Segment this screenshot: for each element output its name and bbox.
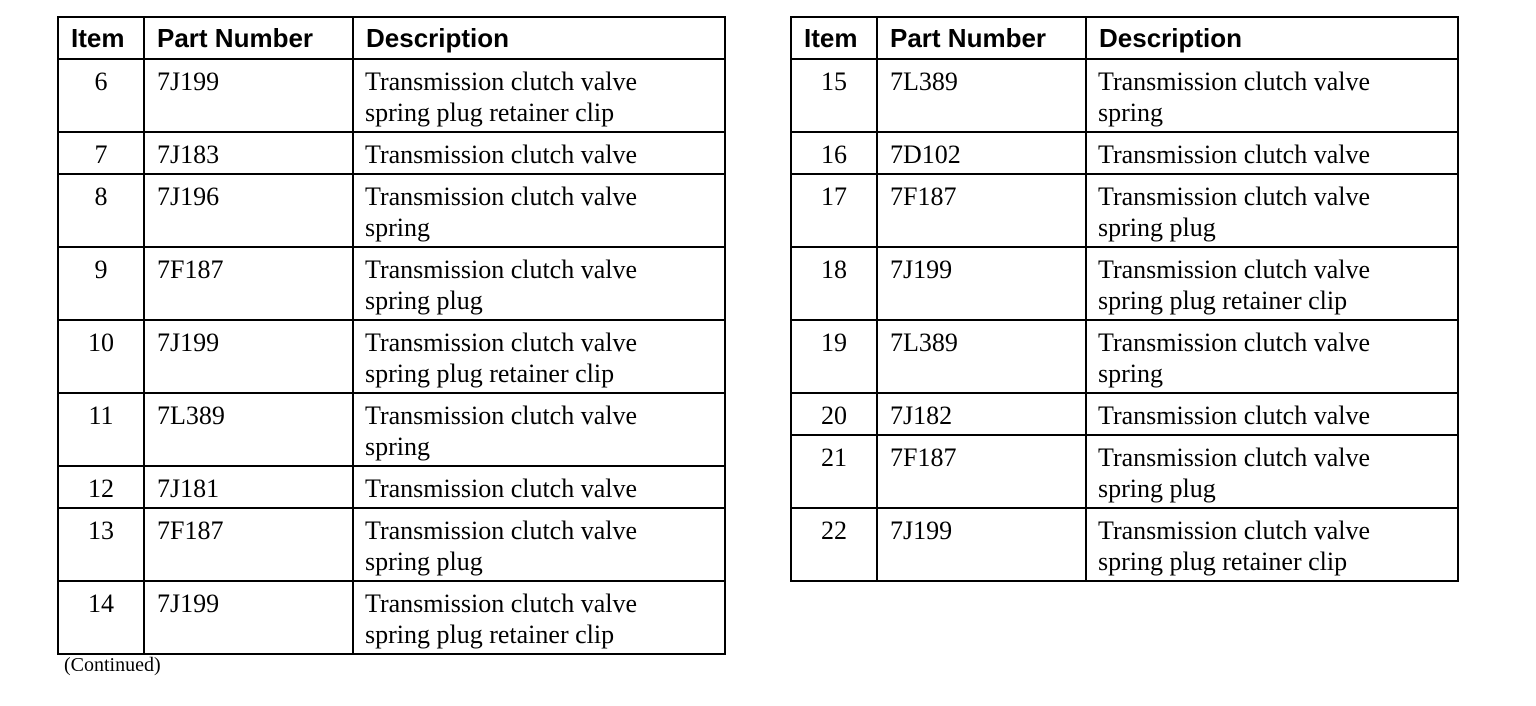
parts-table-right [790,16,1459,582]
part-number-cell: 7J199 [144,581,353,654]
header-part-number: Part Number [144,17,353,59]
description-cell [353,247,725,320]
description-line: Transmission clutch valve [365,182,638,211]
description-cell [1086,435,1458,508]
description-line: Transmission clutch valve [1098,67,1371,96]
item-cell: 20 [791,393,877,435]
part-number-cell: 7J199 [144,59,353,132]
table-row [791,59,1458,132]
table-row [791,320,1458,393]
table-body-right [791,59,1458,581]
table-row [791,132,1458,174]
description-line: Transmission clutch valve [365,474,638,503]
description-line: Transmission clutch valve [365,140,638,169]
parts-table-left [57,16,726,655]
part-number-cell: 7F187 [877,174,1086,247]
table-row [58,466,725,508]
item-cell: 19 [791,320,877,393]
part-number-cell: 7L389 [144,393,353,466]
part-number-cell: 7L389 [877,320,1086,393]
description-cell [353,59,725,132]
part-number-cell: 7J182 [877,393,1086,435]
description-cell [1086,174,1458,247]
description-cell [353,393,725,466]
item-cell: 17 [791,174,877,247]
description-line: spring plug [1098,474,1216,503]
header-item: Item [58,17,144,59]
part-number-cell: 7J183 [144,132,353,174]
item-cell: 6 [58,59,144,132]
table-row [791,435,1458,508]
item-cell: 14 [58,581,144,654]
item-cell: 16 [791,132,877,174]
table-header-row [791,17,1458,59]
table-body-left [58,59,725,654]
description-line: Transmission clutch valve [365,328,638,357]
description-line: spring plug retainer clip [1098,286,1348,315]
table-row [58,393,725,466]
item-cell: 10 [58,320,144,393]
table-row [791,508,1458,581]
item-cell: 12 [58,466,144,508]
item-cell: 8 [58,174,144,247]
description-cell [1086,393,1458,435]
description-line: Transmission clutch valve [365,401,638,430]
description-line: spring plug retainer clip [365,98,615,127]
continued-note: (Continued) [64,654,161,676]
item-cell: 22 [791,508,877,581]
description-cell [1086,59,1458,132]
table-row [58,247,725,320]
description-line: spring [1098,98,1163,127]
item-cell: 13 [58,508,144,581]
item-cell: 15 [791,59,877,132]
table-row [58,508,725,581]
description-line: spring plug [365,547,483,576]
description-cell [1086,132,1458,174]
description-line: Transmission clutch valve [1098,255,1371,284]
description-cell [353,320,725,393]
table-row [58,581,725,654]
table-header-row [58,17,725,59]
item-cell: 11 [58,393,144,466]
description-line: spring [1098,359,1163,388]
part-number-cell: 7D102 [877,132,1086,174]
description-cell [1086,247,1458,320]
description-cell [353,174,725,247]
description-cell [353,466,725,508]
table-row [791,393,1458,435]
item-cell: 9 [58,247,144,320]
description-line: Transmission clutch valve [1098,140,1371,169]
description-line: spring plug [1098,213,1216,242]
part-number-cell: 7F187 [144,508,353,581]
description-line: Transmission clutch valve [1098,443,1371,472]
part-number-cell: 7J199 [877,247,1086,320]
table-row [58,174,725,247]
part-number-cell: 7J199 [877,508,1086,581]
part-number-cell: 7F187 [144,247,353,320]
description-line: Transmission clutch valve [1098,328,1371,357]
description-line: spring [365,432,430,461]
description-cell [353,508,725,581]
part-number-cell: 7L389 [877,59,1086,132]
description-line: Transmission clutch valve [365,589,638,618]
table-row [58,59,725,132]
description-line: Transmission clutch valve [365,255,638,284]
description-line: Transmission clutch valve [365,516,638,545]
description-line: spring plug [365,286,483,315]
description-line: Transmission clutch valve [1098,401,1371,430]
table-row [58,320,725,393]
description-line: spring plug retainer clip [365,359,615,388]
description-line: Transmission clutch valve [365,67,638,96]
description-line: Transmission clutch valve [1098,516,1371,545]
description-cell [1086,320,1458,393]
header-part-number: Part Number [877,17,1086,59]
description-line: Transmission clutch valve [1098,182,1371,211]
table-row [58,132,725,174]
header-item: Item [791,17,877,59]
header-description: Description [1086,17,1458,59]
description-line: spring plug retainer clip [1098,547,1348,576]
description-line: spring [365,213,430,242]
description-cell [1086,508,1458,581]
description-line: spring plug retainer clip [365,620,615,649]
part-number-cell: 7J181 [144,466,353,508]
table-row [791,247,1458,320]
table-row [791,174,1458,247]
header-description: Description [353,17,725,59]
part-number-cell: 7F187 [877,435,1086,508]
item-cell: 18 [791,247,877,320]
item-cell: 7 [58,132,144,174]
part-number-cell: 7J196 [144,174,353,247]
description-cell [353,132,725,174]
part-number-cell: 7J199 [144,320,353,393]
item-cell: 21 [791,435,877,508]
description-cell [353,581,725,654]
